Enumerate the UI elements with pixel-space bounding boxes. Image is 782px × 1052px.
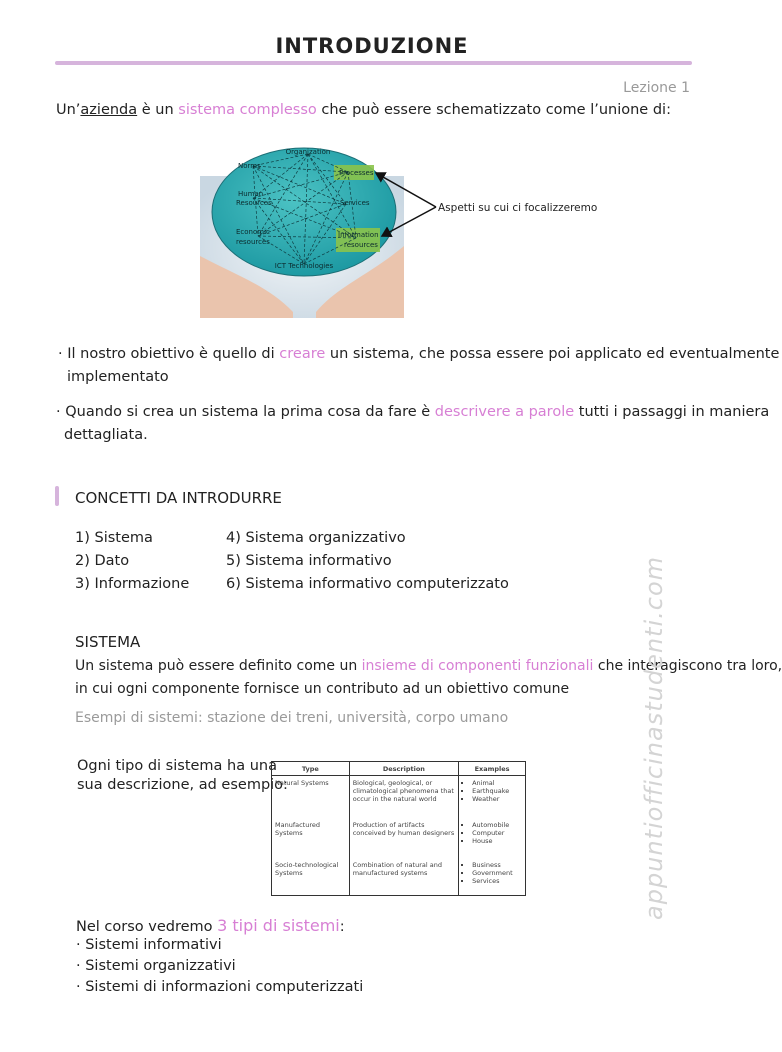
concept-3: 3) Informazione	[75, 576, 190, 592]
list-item: ▪ Earthquake	[472, 787, 522, 795]
intro-text: che può essere schematizzato come l’unione di:	[316, 102, 671, 118]
node-ict: ICT Technologies	[274, 262, 334, 270]
node-norms: Norms	[238, 162, 261, 170]
bullet-2	[56, 404, 769, 420]
page-title: INTRODUZIONE	[275, 34, 469, 58]
list-item: ▪ Services	[472, 877, 522, 885]
concept-4: 4) Sistema organizzativo	[226, 530, 406, 546]
list-item: Sistemi di informazioni computerizzati	[85, 979, 364, 995]
bullet-dot: ·	[76, 958, 86, 974]
sistema-complesso-term: sistema complesso	[178, 102, 317, 118]
definition-text: Un sistema può essere definito come un	[75, 658, 362, 674]
table-row	[272, 776, 526, 818]
bullet-dot: ·	[76, 979, 86, 995]
table-header: Description	[349, 762, 458, 776]
table-cell-desc: Biological, geological, or climatological phenomena that occur in the natural world	[349, 776, 458, 818]
list-item: Sistemi informativi	[85, 937, 222, 953]
intro-text: Un’	[56, 102, 81, 118]
concept-2: 2) Dato	[75, 553, 130, 569]
table-row	[272, 818, 526, 858]
creare-term: creare	[279, 346, 326, 362]
bullet-text: Quando si crea un sistema la prima cosa da fare è	[65, 404, 435, 420]
list-item: ▪ Government	[472, 869, 522, 877]
list-item: ▪ Animal	[472, 779, 522, 787]
node-information-2: resources	[344, 241, 378, 249]
node-information-1: Information	[338, 231, 379, 239]
bullet-text: tutti i passaggi in maniera	[574, 404, 770, 420]
node-human-2: Resources	[236, 199, 272, 207]
corso-item-1	[76, 937, 222, 953]
table-header: Type	[272, 762, 350, 776]
sistema-definition-cont: in cui ogni componente fornisce un contributo ad un obiettivo comune	[75, 681, 570, 697]
bullet-text: un sistema, che possa essere poi applicato ed eventualmente	[325, 346, 780, 362]
sistema-heading: SISTEMA	[75, 633, 141, 651]
node-services: Services	[340, 199, 370, 207]
node-organization: Organization	[285, 148, 331, 156]
lesson-label: Lezione 1	[623, 80, 690, 96]
table-cell-examples	[459, 818, 526, 858]
esempi-sistemi: Esempi di sistemi: stazione dei treni, università, corpo umano	[75, 710, 509, 726]
corso-item-3	[76, 979, 363, 995]
callout-text: Aspetti su cui ci focalizzeremo	[438, 202, 598, 214]
table-cell-desc: Production of artifacts conceived by human designers	[349, 818, 458, 858]
corso-text: Nel corso vedremo	[76, 919, 218, 935]
concetti-heading: CONCETTI DA INTRODURRE	[75, 489, 282, 507]
table-cell-type: Manufactured Systems	[272, 818, 350, 858]
bullet-1-cont: implementato	[67, 369, 169, 385]
list-item: ▪ Weather	[472, 795, 522, 803]
table-cell-desc: Combination of natural and manufactured systems	[349, 858, 458, 896]
list-item: ▪ Computer	[472, 829, 522, 837]
descrivere-term: descrivere a parole	[434, 404, 575, 420]
bullet-2-cont: dettagliata.	[64, 427, 148, 443]
section-marker	[55, 486, 59, 506]
node-human-1: Human	[238, 190, 264, 198]
corso-text: :	[339, 919, 345, 935]
watermark	[640, 540, 668, 920]
concept-1: 1) Sistema	[75, 530, 153, 546]
ogni-tipo-line-2: sua descrizione, ad esempio:	[77, 777, 288, 793]
bullet-dot: ·	[56, 404, 66, 420]
definition-text: che interagiscono tra loro,	[593, 658, 782, 674]
sistema-definition	[75, 658, 782, 674]
table-cell-type: Natural Systems	[272, 776, 350, 818]
table-cell-examples	[459, 776, 526, 818]
azienda-term: azienda	[80, 102, 138, 118]
watermark-text: appuntiofficinastudenti.com	[640, 555, 668, 920]
intro-sentence	[56, 102, 671, 118]
corso-item-2	[76, 958, 236, 974]
node-economic-2: resources	[236, 238, 270, 246]
intro-text: è un	[137, 102, 179, 118]
node-processes: Processes	[339, 169, 374, 177]
tre-tipi-term: 3 tipi di sistemi	[217, 916, 340, 935]
table-cell-examples	[459, 858, 526, 896]
concept-5: 5) Sistema informativo	[226, 553, 392, 569]
systems-table	[271, 761, 526, 896]
list-item: ▪ Business	[472, 861, 522, 869]
componenti-term: insieme di componenti funzionali	[361, 658, 594, 674]
ogni-tipo-line-1: Ogni tipo di sistema ha una	[77, 758, 277, 774]
list-item: Sistemi organizzativi	[85, 958, 236, 974]
table-header: Examples	[459, 762, 526, 776]
concept-6: 6) Sistema informativo computerizzato	[226, 576, 509, 592]
list-item: ▪ House	[472, 837, 522, 845]
corso-intro	[76, 916, 345, 935]
bullet-1	[58, 346, 779, 362]
bullet-text: Il nostro obiettivo è quello di	[67, 346, 280, 362]
bullet-dot: ·	[76, 937, 86, 953]
company-diagram	[198, 136, 618, 320]
table-row	[272, 858, 526, 896]
list-item: ▪ Automobile	[472, 821, 522, 829]
table-cell-type: Socio-technological Systems	[272, 858, 350, 896]
node-economic-1: Economic	[236, 228, 270, 236]
title-underline	[55, 61, 692, 65]
bullet-dot: ·	[58, 346, 68, 362]
